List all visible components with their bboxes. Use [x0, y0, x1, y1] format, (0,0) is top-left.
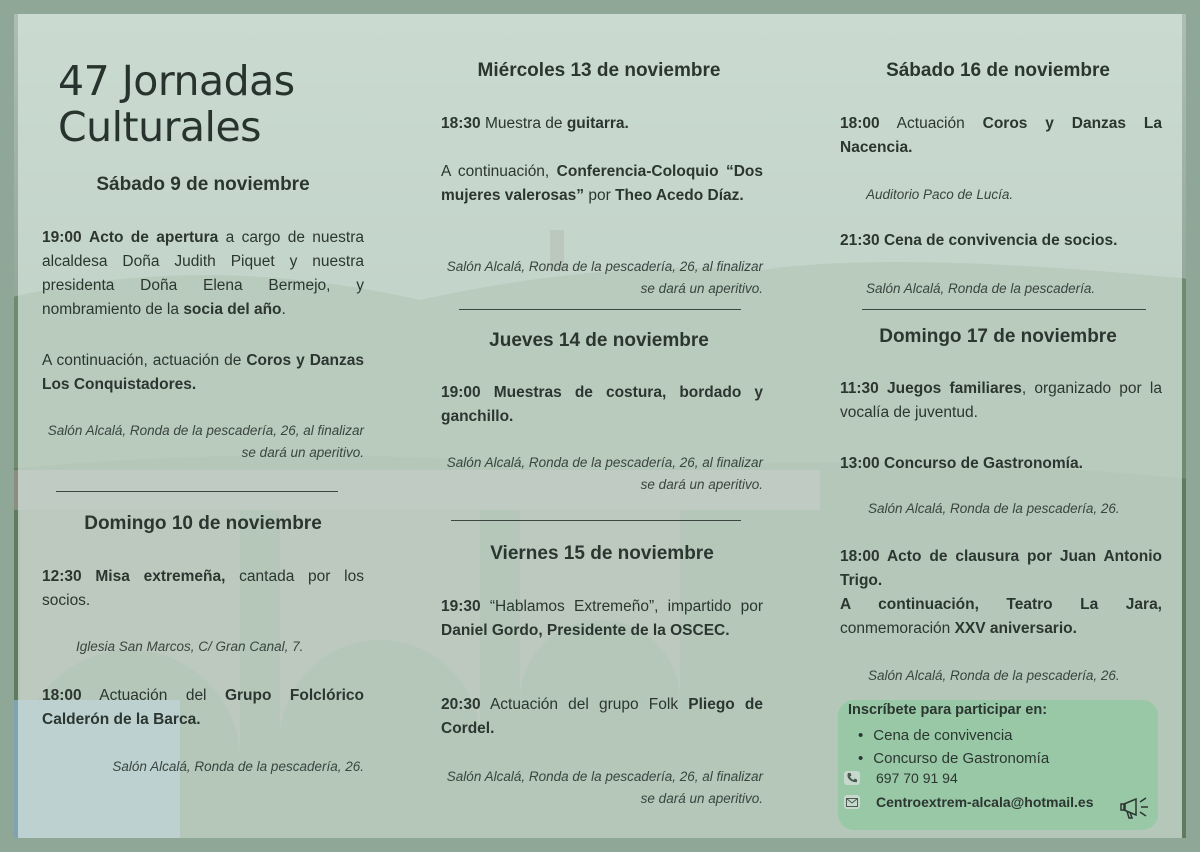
day-heading: Domingo 17 de noviembre [879, 326, 1117, 347]
divider [451, 520, 741, 521]
event-text: 11:30 Juegos familiares, organizado por la vocalía de juventud. [840, 380, 1162, 421]
venue-note: Iglesia San Marcos, C/ Gran Canal, 7. [76, 639, 304, 654]
list-item: • Concurso de Gastronomía [858, 747, 1049, 770]
event-text: A continuación, actuación de Coros y Danzas Los Conquistadores. [42, 352, 364, 393]
venue-note: Salón Alcalá, Ronda de la pescadería, 26, al finalizar se dará un aperitivo. [446, 259, 763, 296]
venue-note: Salón Alcalá, Ronda de la pescadería, 26. [112, 759, 364, 774]
venue-note: Salón Alcalá, Ronda de la pescadería, 26. [868, 501, 1120, 516]
event-text: 21:30 Cena de convivencia de socios. [840, 232, 1118, 249]
day-heading: Viernes 15 de noviembre [490, 543, 714, 564]
email-row [844, 794, 1094, 810]
venue-note: Salón Alcalá, Ronda de la pescadería, 26. [868, 668, 1120, 683]
mail-icon [844, 795, 860, 809]
signup-box [838, 700, 1158, 830]
day-heading: Jueves 14 de noviembre [489, 330, 709, 351]
megaphone-icon [1120, 793, 1152, 826]
venue-note: Salón Alcalá, Ronda de la pescadería, 26, al finalizar se dará un aperitivo. [446, 769, 763, 806]
list-item: • Cena de convivencia [858, 724, 1049, 747]
event-text: 18:30 Muestra de guitarra. [441, 115, 629, 132]
divider [862, 309, 1146, 310]
phone-icon [844, 771, 860, 785]
phone-number[interactable]: 697 70 91 94 [876, 770, 958, 786]
event-text: A continuación, Conferencia-Coloquio “Dos mujeres valerosas” por Theo Acedo Díaz. [441, 163, 763, 204]
phone-row [844, 770, 958, 786]
day-heading: Miércoles 13 de noviembre [477, 60, 721, 81]
divider [459, 309, 741, 310]
venue-note: Salón Alcalá, Ronda de la pescadería, 26, al finalizar se dará un aperitivo. [47, 423, 364, 460]
page-title: 47 Jornadas Culturales [58, 57, 295, 151]
day-heading: Domingo 10 de noviembre [84, 513, 322, 534]
event-text: 19:30 “Hablamos Extremeño”, impartido por Daniel Gordo, Presidente de la OSCEC. [441, 598, 763, 639]
signup-title: Inscríbete para participar en: [848, 702, 1048, 718]
email-link[interactable]: Centroextrem-alcala@hotmail.es [876, 794, 1094, 810]
event-text: 18:00 Actuación Coros y Danzas La Nacencia. [840, 115, 1163, 156]
day-heading: Sábado 16 de noviembre [886, 60, 1110, 81]
event-text: 19:00 Acto de apertura a cargo de nuestra alcaldesa Doña Judith Piquet y nuestra presidenta Doña Elena Bermejo, y nombramiento de la socia del año. [42, 229, 365, 318]
event-text: 20:30 Actuación del grupo Folk Pliego de Cordel. [441, 696, 763, 737]
day-heading: Sábado 9 de noviembre [96, 174, 310, 195]
venue-note: Salón Alcalá, Ronda de la pescadería. [866, 281, 1096, 296]
event-text: 12:30 Misa extremeña, cantada por los socios. [42, 568, 364, 609]
venue-note: Salón Alcalá, Ronda de la pescadería, 26, al finalizar se dará un aperitivo. [446, 455, 763, 492]
venue-note: Auditorio Paco de Lucía. [866, 187, 1014, 202]
divider [56, 491, 338, 492]
event-text: 18:00 Acto de clausura por Juan Antonio Trigo. A continuación, Teatro La Jara, conmemoración XXV aniversario. [840, 548, 1162, 637]
event-text: 19:00 Muestras de costura, bordado y ganchillo. [441, 384, 763, 425]
signup-list [858, 724, 1049, 770]
event-text: 18:00 Actuación del Grupo Folclórico Calderón de la Barca. [42, 687, 364, 728]
event-text: 13:00 Concurso de Gastronomía. [840, 455, 1083, 472]
